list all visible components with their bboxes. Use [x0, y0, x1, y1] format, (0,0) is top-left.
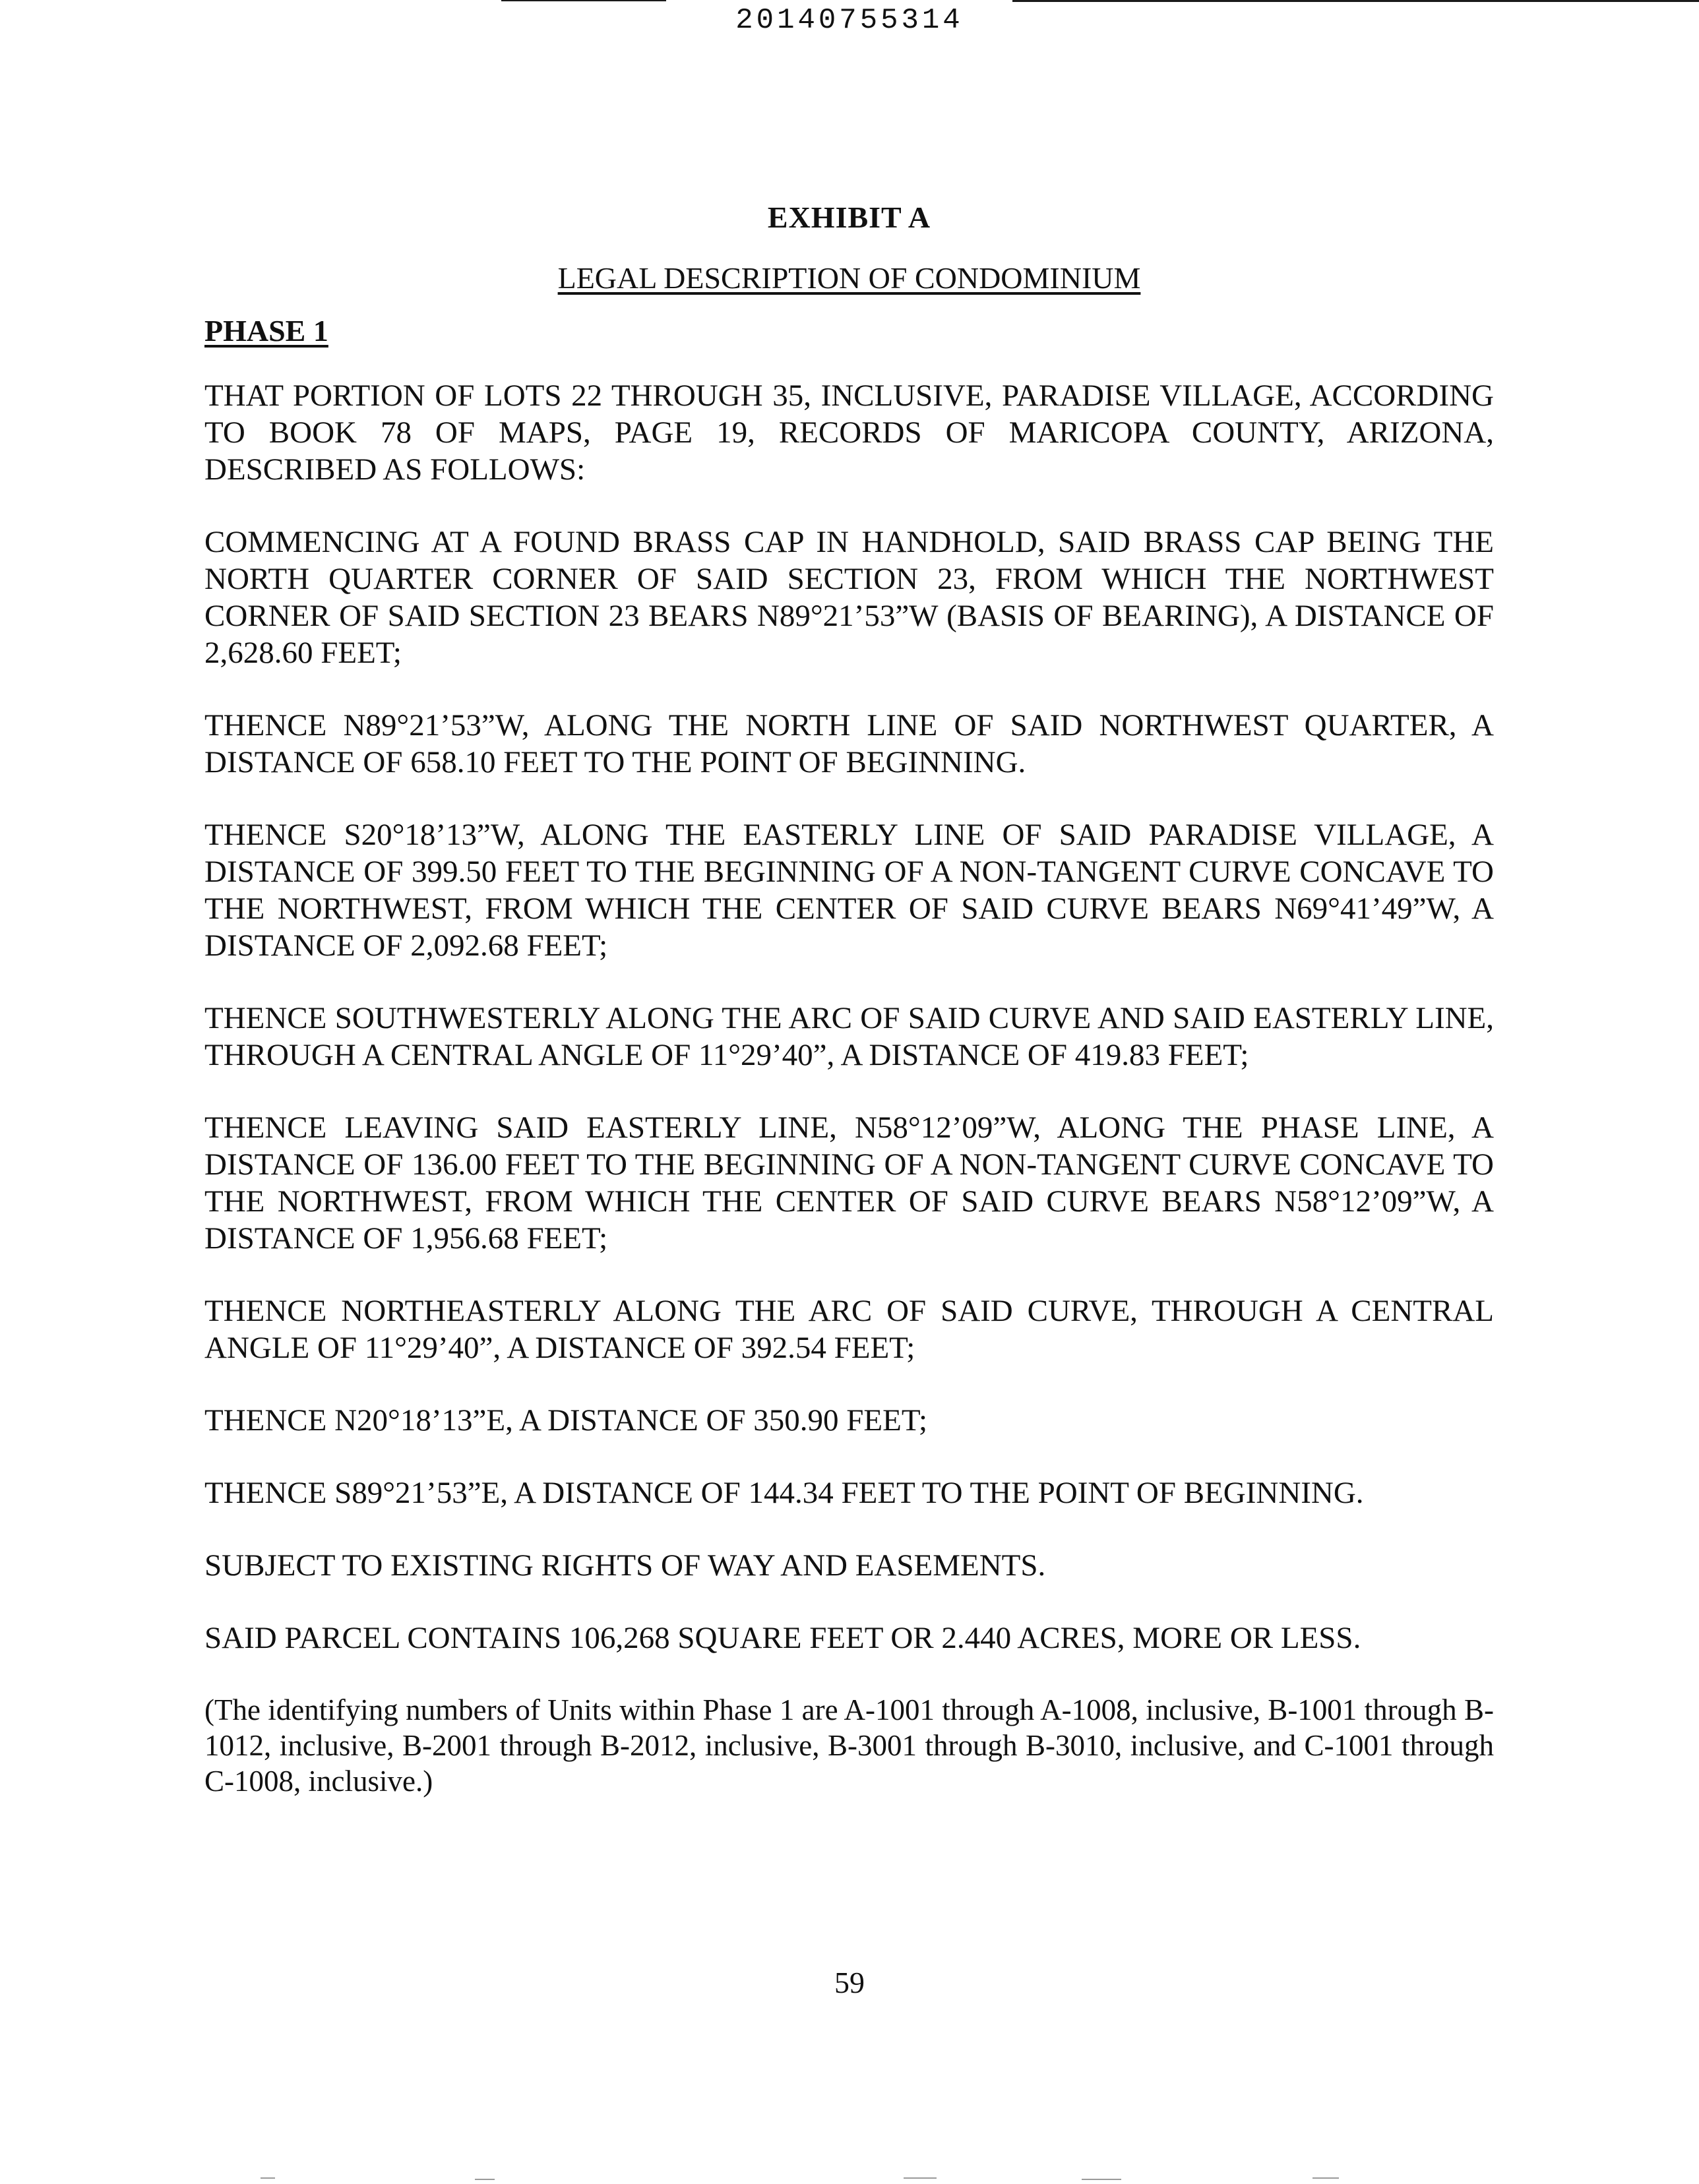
scan-speck: [261, 2177, 275, 2179]
legal-paragraph-2: COMMENCING AT A FOUND BRASS CAP IN HANDHOLD, SAID BRASS CAP BEING THE NORTH QUARTER CORNER OF SAID SECTION 23, FROM WHICH THE NORTHWEST CORNER OF SAID SECTION 23 BEARS N89°21’53”W (BASIS OF BEARING), A DISTANCE OF 2,628.60 FEET;: [204, 525, 1494, 670]
exhibit-subtitle: LEGAL DESCRIPTION OF CONDOMINIUM: [557, 261, 1141, 295]
legal-paragraph-6: THENCE LEAVING SAID EASTERLY LINE, N58°12’09”W, ALONG THE PHASE LINE, A DISTANCE OF 136.00 FEET TO THE BEGINNING OF A NON-TANGENT CURVE CONCAVE TO THE NORTHWEST, FROM WHICH THE CENTER OF SAID CURVE BEARS N58°12’09”W, A DISTANCE OF 1,956.68 FEET;: [204, 1110, 1494, 1256]
scan-speck: [1313, 2177, 1339, 2179]
scan-speck: [1082, 2179, 1121, 2180]
legal-paragraph-3: THENCE N89°21’53”W, ALONG THE NORTH LINE OF SAID NORTHWEST QUARTER, A DISTANCE OF 658.10 FEET TO THE POINT OF BEGINNING.: [204, 708, 1494, 779]
document-body: [204, 198, 1494, 1835]
page-number: 59: [834, 1966, 865, 1999]
recording-number: 20140755314: [735, 4, 964, 37]
legal-paragraph-11: SAID PARCEL CONTAINS 106,268 SQUARE FEET OR 2.440 ACRES, MORE OR LESS.: [204, 1621, 1361, 1655]
legal-paragraph-1: THAT PORTION OF LOTS 22 THROUGH 35, INCLUSIVE, PARADISE VILLAGE, ACCORDING TO BOOK 78 OF MAPS, PAGE 19, RECORDS OF MARICOPA COUNTY, ARIZONA, DESCRIBED AS FOLLOWS:: [204, 379, 1494, 487]
scan-speck: [475, 2179, 495, 2180]
scan-edge-line-right: [1012, 0, 1699, 2]
exhibit-title: EXHIBIT A: [767, 200, 931, 234]
scan-speck: [904, 2177, 937, 2179]
legal-paragraph-5: THENCE SOUTHWESTERLY ALONG THE ARC OF SAID CURVE AND SAID EASTERLY LINE, THROUGH A CENTRAL ANGLE OF 11°29’40”, A DISTANCE OF 419.83 FEET;: [204, 1001, 1494, 1072]
legal-paragraph-9: THENCE S89°21’53”E, A DISTANCE OF 144.34 FEET TO THE POINT OF BEGINNING.: [204, 1476, 1364, 1510]
legal-paragraph-7: THENCE NORTHEASTERLY ALONG THE ARC OF SAID CURVE, THROUGH A CENTRAL ANGLE OF 11°29’40”, A DISTANCE OF 392.54 FEET;: [204, 1294, 1494, 1365]
legal-paragraph-8: THENCE N20°18’13”E, A DISTANCE OF 350.90 FEET;: [204, 1403, 928, 1438]
phase-heading: PHASE 1: [204, 314, 328, 348]
unit-identifiers-note: (The identifying numbers of Units within Phase 1 are A-1001 through A-1008, inclusive, B-1001 through B-1012, inclusive, B-2001 through B-2012, inclusive, B-3001 through B-3010, inclusive, and C-1001 through C-1008, inclusive.): [204, 1693, 1494, 1798]
legal-paragraph-10: SUBJECT TO EXISTING RIGHTS OF WAY AND EASEMENTS.: [204, 1548, 1046, 1583]
scan-edge-line-left: [501, 0, 666, 1]
legal-paragraph-4: THENCE S20°18’13”W, ALONG THE EASTERLY LINE OF SAID PARADISE VILLAGE, A DISTANCE OF 399.50 FEET TO THE BEGINNING OF A NON-TANGENT CURVE CONCAVE TO THE NORTHWEST, FROM WHICH THE CENTER OF SAID CURVE BEARS N69°41’49”W, A DISTANCE OF 2,092.68 FEET;: [204, 818, 1494, 963]
